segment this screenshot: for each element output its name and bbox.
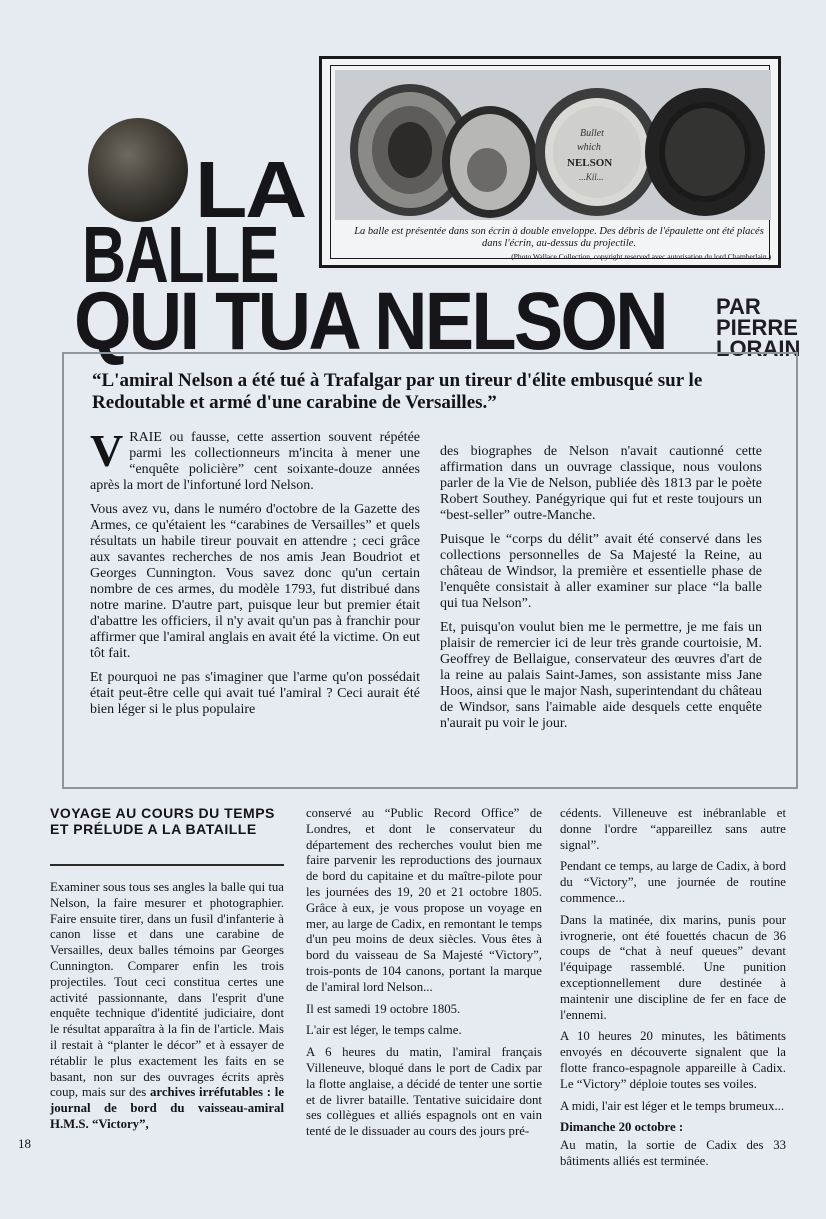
page-number: 18 (18, 1136, 31, 1151)
cannonball-image (88, 118, 188, 222)
inscription-line-3: NELSON (567, 157, 613, 169)
section-divider (50, 864, 284, 866)
article-paragraph: A midi, l'air est léger et le temps brumeux... (560, 1098, 785, 1113)
article-paragraph: Il est samedi 19 octobre 1805. (306, 1001, 461, 1016)
title-line-2: BALLE (82, 210, 278, 299)
article-paragraph: Examiner sous tous ses angles la balle qui tua Nelson, la faire mesurer et photographier. Faire ensuite tirer, dans un fusil d'infanterie à canon lisse et dans une carabine de Versailles, deux balles témoins par Georges Cunnington. Comparer enfin les trois projectiles. Tout ceci constitua certes une activité passionnante, dans l'esprit d'une enquête technique d'identité judiciaire, dont le résultat apparaîtra à la fin de l'article. Mais il restait à “planter le décor” et à essayer de rétablir le plus exactement les faits en se basant, non sur des ouvrages écrits après coup, mais sur des archives irréfutables : le journal de bord du vaisseau-amiral H.M.S. “Victory”, (50, 880, 284, 1131)
photo-credit: (Photo Wallace Collection, copyright reserved avec autorisation du lord Chamberlain.) (511, 252, 771, 261)
byline-first-name: PIERRE (716, 315, 798, 340)
inscription-line-2: which (577, 142, 601, 153)
intro-paragraph: des biographes de Nelson n'avait cautionné cette affirmation dans un ouvrage classique, nous voulons parler de la Vie de Nelson, publiée dès 1813 par le poète Robert Southey. Panégyrique qui fut et reste toujours un “best-seller” outre-Manche. (440, 444, 762, 523)
article-column-3 (560, 806, 786, 1176)
drop-cap: V (90, 425, 124, 476)
article-paragraph: conservé au “Public Record Office” de Londres, et dont le conservateur du département des recherches voulut bien me faire parvenir les reproductions des journaux de bord du capitaine et du maître-pilote pour les journées des 19, 20 et 21 octobre 1805. Grâce à eux, je vous propose un voyage en mer, au large de Cadix, en remontant le temps d'un peu moins de deux siècles. Vous êtes à bord du vaisseau de Sa Majesté “Victory”, trois-ponts de 104 canons, portant la marque de l'amiral lord Nelson... (306, 806, 542, 994)
section-heading: VOYAGE AU COURS DU TEMPS ET PRÉLUDE A LA BATAILLE (50, 805, 275, 837)
article-paragraph: cédents. Villeneuve est inébranlable et donne l'ordre “appareillez sans autre signal”. (560, 806, 786, 852)
intro-column-2 (440, 444, 762, 740)
intro-paragraph: Puisque le “corps du délit” avait été conservé dans les collections personnelles de Sa Majesté la Reine, au château de Windsor, la première et essentielle phase de l'enquête consistait à aller examiner sur place “la balle qui tua Nelson”. (440, 532, 762, 611)
photo-figure (319, 56, 781, 268)
lead-quote: “L'amiral Nelson a été tué à Trafalgar par un tireur d'élite embusqué sur le Redoutable et armé d'une carabine de Versailles.” (92, 370, 703, 413)
intro-paragraph: Et pourquoi ne pas s'imaginer que l'arme qu'on possédait était peut-être celle qui avait tué l'amiral ? Ceci aurait été bien léger si le plus populaire (90, 670, 420, 717)
article-paragraph: L'air est léger, le temps calme. (306, 1023, 462, 1038)
article-paragraph: Pendant ce temps, au large de Cadix, à bord du “Victory”, une journée de routine commence... (560, 859, 786, 905)
archives-emphasis: archives irréfutables : le journal de bord du vaisseau-amiral H.M.S. “Victory”, (50, 1085, 284, 1131)
article-column-2 (306, 806, 542, 1146)
date-heading: Dimanche 20 octobre : (560, 1120, 684, 1135)
article-paragraph: A 10 heures 20 minutes, les bâtiments envoyés en découverte signalent que la flotte franco-espagnole appareille à Cadix. Le “Victory” déploie toutes ses voiles. (560, 1029, 786, 1091)
article-column-1 (50, 880, 284, 1139)
title-line-3: QUI TUA NELSON (74, 276, 666, 367)
article-paragraph: A 6 heures du matin, l'amiral français Villeneuve, bloqué dans le port de Cadix par la flotte anglaise, a décidé de tenter une sortie et de livrer bataille. Tentative suicidaire dont ses collègues et alliés espagnols ont en vain tenté de le dissuader au cours des jours pré- (306, 1045, 542, 1139)
byline-last-name: LORAIN (716, 336, 801, 361)
intro-column-1 (90, 425, 420, 726)
article-paragraph: Au matin, la sortie de Cadix des 33 bâtiments alliés est terminée. (560, 1138, 786, 1168)
intro-paragraph: Vous avez vu, dans le numéro d'octobre de la Gazette des Armes, ce qu'étaient les “carabines de Versailles” et quels résultats un habile tireur pouvait en attendre ; ceci grâce aux savantes recherches de nos amis Jean Boudriot et Georges Cunnington. Vous savez donc qu'un certain nombre de ces armes, du modèle 1793, fut distribué dans notre marine. D'autre part, puisque leur but premier était d'abattre les officiers, il n'y avait qu'un pas à franchir pour affirmer que l'amiral anglais en avait été la victime. On eut tôt fait. (90, 502, 420, 661)
intro-paragraph: VRAIE ou fausse, cette assertion souvent répétée parmi les collectionneurs m'incita à mener une “enquête policière” cent soixante-douze années après la mort de l'infortuné lord Nelson. (90, 425, 420, 493)
inscription-line-1: Bullet (580, 128, 604, 139)
article-paragraph: Dans la matinée, dix marins, punis pour ivrognerie, ont été fouettés chacun de 36 coups de “chat à neuf queues” devant l'équipage rassemblé. Une punition exceptionnellement dure destinée à maintenir une discipline de fer en face de l'ennemi. (560, 912, 786, 1022)
locket-photo (335, 70, 771, 220)
photo-frame (330, 65, 770, 259)
inscription-line-4: ...Kil... (579, 172, 604, 182)
title-line-1: LA (195, 145, 305, 234)
byline-par: PAR (716, 294, 761, 319)
byline (716, 296, 800, 359)
intro-paragraph: Et, puisqu'on voulut bien me le permettre, je me fais un plaisir de remercier ici de leur très grande courtoisie, M. Geoffrey de Bellaigue, conservateur des œuvres d'art de la reine au palais Saint-James, son assistante miss Jane Hoos, ainsi que le major Nash, superintendant du château de Windsor, sans l'aimable aide desquels cette enquête n'aurait pu voir le jour. (440, 620, 762, 731)
photo-caption: La balle est présentée dans son écrin à double enveloppe. Des débris de l'épaulette ont été placés dans l'écrin, au-dessus du projectile. (354, 226, 764, 249)
